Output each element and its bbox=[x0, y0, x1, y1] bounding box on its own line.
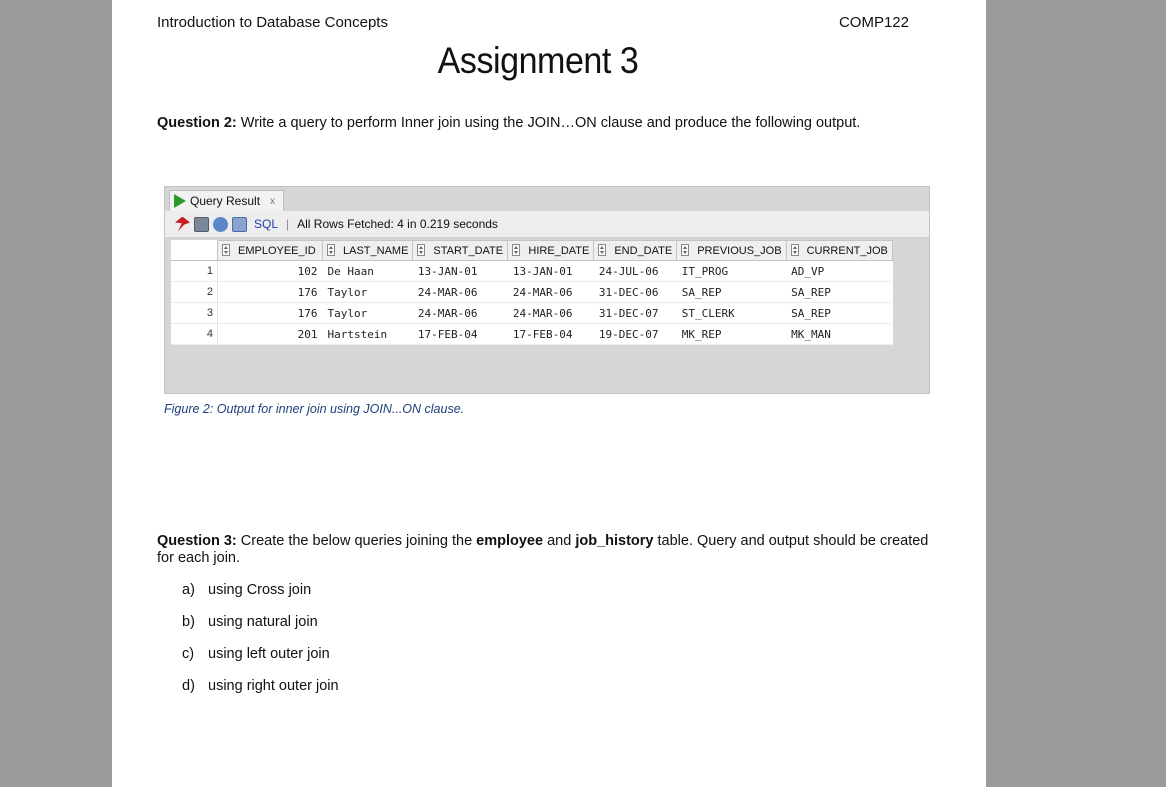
row-number: 3 bbox=[171, 303, 218, 324]
question-3-label: Question 3: bbox=[157, 533, 237, 549]
sort-icon[interactable] bbox=[222, 244, 230, 256]
cell[interactable]: 13-JAN-01 bbox=[508, 261, 594, 282]
cell[interactable]: 24-MAR-06 bbox=[508, 303, 594, 324]
list-item bbox=[182, 582, 339, 614]
run-icon bbox=[174, 194, 186, 208]
pin-icon[interactable] bbox=[175, 217, 190, 232]
sort-icon[interactable] bbox=[791, 244, 799, 256]
query-result-toolbar bbox=[165, 211, 929, 238]
header-course-code: COMP122 bbox=[838, 14, 909, 31]
list-item-text: using natural join bbox=[208, 614, 318, 630]
cell[interactable]: Hartstein bbox=[323, 324, 413, 345]
cell[interactable]: 17-FEB-04 bbox=[413, 324, 508, 345]
cell[interactable]: 102 bbox=[218, 261, 323, 282]
sort-icon[interactable] bbox=[598, 244, 606, 256]
question-3-text-1: Create the below queries joining the bbox=[236, 533, 477, 549]
header-course-title: Introduction to Database Concepts bbox=[157, 14, 388, 31]
cell[interactable]: ST_CLERK bbox=[677, 303, 786, 324]
result-header-row bbox=[171, 241, 892, 261]
row-number: 2 bbox=[171, 282, 218, 303]
cell[interactable]: 24-MAR-06 bbox=[508, 282, 594, 303]
question-3-job-history: job_history bbox=[575, 533, 654, 549]
refresh-icon[interactable] bbox=[213, 217, 228, 232]
question-3 bbox=[157, 533, 947, 567]
column-header-label: END_DATE bbox=[614, 245, 673, 257]
list-marker: c) bbox=[182, 646, 195, 662]
cell[interactable]: 31-DEC-06 bbox=[594, 282, 677, 303]
sort-icon[interactable] bbox=[327, 244, 335, 256]
list-marker: a) bbox=[182, 582, 195, 598]
table-row[interactable] bbox=[171, 303, 892, 324]
question-2 bbox=[157, 115, 947, 132]
cell[interactable]: 17-FEB-04 bbox=[508, 324, 594, 345]
list-item-text: using Cross join bbox=[208, 582, 312, 598]
question-2-label: Question 2: bbox=[157, 115, 237, 131]
cell[interactable]: 176 bbox=[218, 303, 323, 324]
document-page bbox=[112, 0, 986, 787]
cell[interactable]: AD_VP bbox=[786, 261, 892, 282]
sort-icon[interactable] bbox=[512, 244, 520, 256]
list-item-text: using left outer join bbox=[208, 646, 330, 662]
column-header[interactable] bbox=[218, 241, 323, 261]
column-header[interactable] bbox=[594, 241, 677, 261]
column-header-label: CURRENT_JOB bbox=[806, 245, 888, 257]
close-icon[interactable]: x bbox=[270, 195, 276, 207]
list-item-text: using right outer join bbox=[208, 678, 339, 694]
tab-query-result[interactable] bbox=[169, 190, 284, 211]
tab-query-result-label: Query Result bbox=[190, 193, 261, 208]
column-header-label: EMPLOYEE_ID bbox=[238, 245, 316, 257]
cell[interactable]: 176 bbox=[218, 282, 323, 303]
cell[interactable]: Taylor bbox=[323, 282, 413, 303]
cell[interactable]: Taylor bbox=[323, 303, 413, 324]
cell[interactable]: MK_REP bbox=[677, 324, 786, 345]
sort-icon[interactable] bbox=[681, 244, 689, 256]
join-list bbox=[182, 582, 339, 710]
column-header[interactable] bbox=[786, 241, 892, 261]
row-number-header bbox=[171, 241, 218, 261]
cell[interactable]: MK_MAN bbox=[786, 324, 892, 345]
table-row[interactable] bbox=[171, 282, 892, 303]
list-item bbox=[182, 646, 339, 678]
row-number: 4 bbox=[171, 324, 218, 345]
cell[interactable]: SA_REP bbox=[677, 282, 786, 303]
column-header-label: HIRE_DATE bbox=[528, 245, 590, 257]
sql-button[interactable]: SQL bbox=[254, 217, 279, 231]
cell[interactable]: 13-JAN-01 bbox=[413, 261, 508, 282]
sort-icon[interactable] bbox=[417, 244, 425, 256]
cell[interactable]: 19-DEC-07 bbox=[594, 324, 677, 345]
query-result-panel bbox=[164, 186, 930, 394]
list-marker: b) bbox=[182, 614, 195, 630]
cell[interactable]: IT_PROG bbox=[677, 261, 786, 282]
column-header[interactable] bbox=[677, 241, 786, 261]
list-item bbox=[182, 614, 339, 646]
table-row[interactable] bbox=[171, 261, 892, 282]
column-header-label: START_DATE bbox=[433, 245, 504, 257]
cell[interactable]: SA_REP bbox=[786, 282, 892, 303]
column-header[interactable] bbox=[323, 241, 413, 261]
column-header-label: PREVIOUS_JOB bbox=[697, 245, 782, 257]
column-header-label: LAST_NAME bbox=[343, 245, 409, 257]
list-item bbox=[182, 678, 339, 710]
cell[interactable]: 31-DEC-07 bbox=[594, 303, 677, 324]
row-number: 1 bbox=[171, 261, 218, 282]
toolbar-separator: | bbox=[286, 217, 290, 231]
cell[interactable]: 201 bbox=[218, 324, 323, 345]
list-marker: d) bbox=[182, 678, 195, 694]
column-header[interactable] bbox=[508, 241, 594, 261]
table-row[interactable] bbox=[171, 324, 892, 345]
result-grid bbox=[171, 240, 893, 345]
print-icon[interactable] bbox=[194, 217, 209, 232]
cell[interactable]: 24-MAR-06 bbox=[413, 303, 508, 324]
cell[interactable]: 24-MAR-06 bbox=[413, 282, 508, 303]
fetch-status: All Rows Fetched: 4 in 0.219 seconds bbox=[297, 217, 498, 231]
question-3-text-3: table. Query and output should be created for each join. bbox=[157, 533, 929, 566]
query-result-tabbar bbox=[165, 187, 929, 211]
figure-caption: Figure 2: Output for inner join using JOIN...ON clause. bbox=[164, 402, 465, 416]
export-icon[interactable] bbox=[232, 217, 247, 232]
question-2-text: Write a query to perform Inner join using the JOIN…ON clause and produce the following output. bbox=[236, 115, 861, 131]
page-title: Assignment 3 bbox=[437, 40, 639, 81]
question-3-employee: employee bbox=[476, 533, 544, 549]
cell[interactable]: SA_REP bbox=[786, 303, 892, 324]
cell[interactable]: De Haan bbox=[323, 261, 413, 282]
question-3-text-2: and bbox=[543, 533, 576, 549]
column-header[interactable] bbox=[413, 241, 508, 261]
cell[interactable]: 24-JUL-06 bbox=[594, 261, 677, 282]
